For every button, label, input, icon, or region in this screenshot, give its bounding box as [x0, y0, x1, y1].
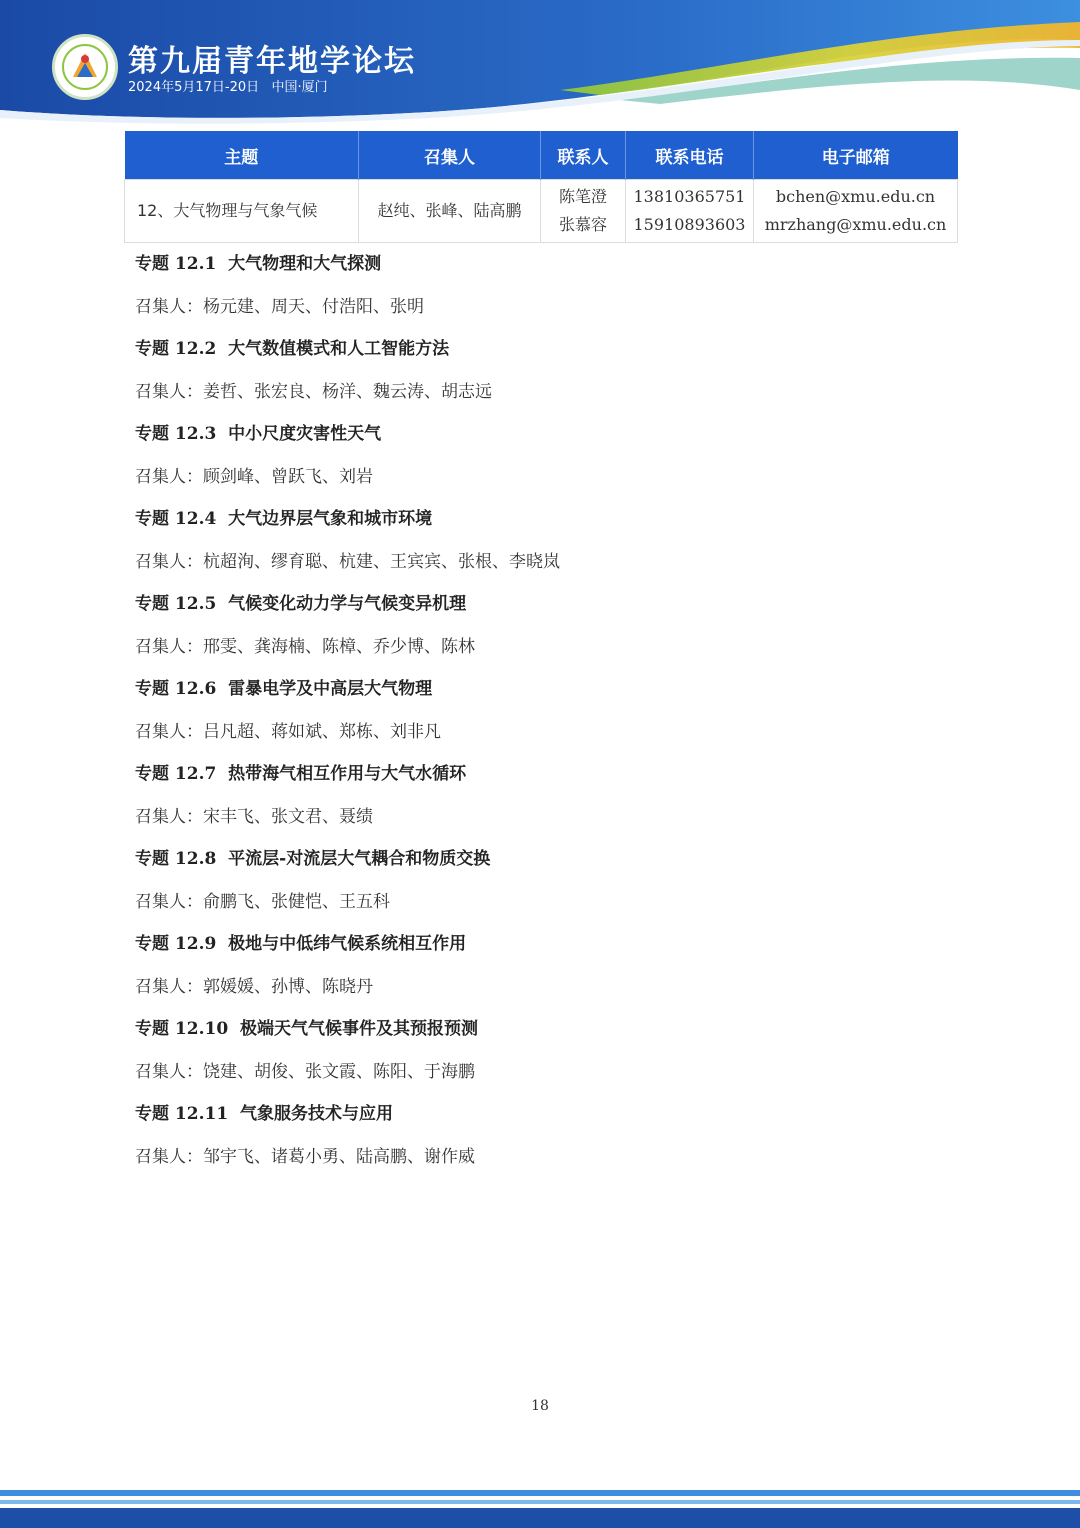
cell-emails [754, 180, 958, 243]
cell-phones [626, 180, 754, 243]
topic-conveners: 召集人：俞鹏飞、张健恺、王五科 [135, 891, 390, 912]
conference-title: 第九届青年地学论坛 [128, 44, 416, 79]
topic-title: 专题 12.8 平流层-对流层大气耦合和物质交换 [135, 849, 491, 869]
header-email: 电子邮箱 [754, 131, 958, 180]
cell-contacts [541, 180, 626, 243]
topic-conveners: 召集人：邢雯、龚海楠、陈樟、乔少博、陈林 [135, 636, 475, 657]
topic-conveners: 召集人：吕凡超、蒋如斌、郑栋、刘非凡 [135, 721, 441, 742]
page-number: 18 [531, 1398, 549, 1414]
topic-conveners: 召集人：姜哲、张宏良、杨洋、魏云涛、胡志远 [135, 381, 492, 402]
header-phone: 联系电话 [626, 131, 754, 180]
phone-number: 13810365751 [633, 187, 746, 206]
topic-conveners: 召集人：宋丰飞、张文君、聂绩 [135, 806, 373, 827]
email-link[interactable]: bchen@xmu.edu.cn [775, 187, 936, 206]
conference-date-location: 2024年5月17日-20日 中国·厦门 [128, 80, 328, 95]
topic-conveners: 召集人：杭超洵、缪育聪、杭建、王宾宾、张根、李晓岚 [135, 551, 560, 572]
topic-title: 专题 12.6 雷暴电学及中高层大气物理 [135, 679, 433, 699]
list-item [135, 505, 955, 590]
topic-title: 专题 12.3 中小尺度灾害性天气 [135, 424, 382, 444]
list-item [135, 760, 955, 845]
list-item [135, 845, 955, 930]
contact-name: 张慕容 [558, 215, 607, 234]
footer-bars [0, 1490, 1080, 1528]
topic-title: 专题 12.4 大气边界层气象和城市环境 [135, 509, 433, 529]
email-link[interactable]: mrzhang@xmu.edu.cn [764, 215, 947, 234]
header-conveners: 召集人 [359, 131, 541, 180]
header-topic: 主题 [125, 131, 359, 180]
topic-list [135, 250, 955, 1185]
topic-conveners: 召集人：邹宇飞、诸葛小勇、陆高鹏、谢作威 [135, 1146, 475, 1167]
forum-logo-icon [52, 34, 118, 100]
footer-bar-dark [0, 1508, 1080, 1528]
footer-bar-pale [0, 1500, 1080, 1504]
topic-conveners: 召集人：郭媛媛、孙博、陈晓丹 [135, 976, 373, 997]
topic-conveners: 召集人：杨元建、周天、付浩阳、张明 [135, 296, 424, 317]
topic-title: 专题 12.9 极地与中低纬气候系统相互作用 [135, 934, 467, 954]
header-contact: 联系人 [541, 131, 626, 180]
list-item [135, 1100, 955, 1185]
topic-title: 专题 12.10 极端天气气候事件及其预报预测 [135, 1019, 478, 1039]
list-item [135, 930, 955, 1015]
table-row [125, 180, 958, 243]
list-item [135, 1015, 955, 1100]
topic-title: 专题 12.7 热带海气相互作用与大气水循环 [135, 764, 467, 784]
topic-title: 专题 12.11 气象服务技术与应用 [135, 1104, 393, 1124]
cell-topic: 12、大气物理与气象气候 [125, 180, 359, 243]
phone-number: 15910893603 [633, 215, 746, 234]
list-item [135, 590, 955, 675]
header-banner [0, 0, 1080, 125]
topic-conveners: 召集人：饶建、胡俊、张文霞、陈阳、于海鹏 [135, 1061, 475, 1082]
convener-table [124, 131, 958, 243]
contact-name: 陈笔澄 [558, 187, 607, 206]
list-item [135, 420, 955, 505]
topic-title: 专题 12.2 大气数值模式和人工智能方法 [135, 339, 450, 359]
cell-conveners: 赵纯、张峰、陆高鹏 [359, 180, 541, 243]
list-item [135, 675, 955, 760]
topic-title: 专题 12.1 大气物理和大气探测 [135, 254, 382, 274]
topic-title: 专题 12.5 气候变化动力学与气候变异机理 [135, 594, 467, 614]
table-header-row [125, 131, 958, 180]
list-item [135, 335, 955, 420]
footer-bar-light [0, 1490, 1080, 1496]
topic-conveners: 召集人：顾剑峰、曾跃飞、刘岩 [135, 466, 373, 487]
list-item [135, 250, 955, 335]
